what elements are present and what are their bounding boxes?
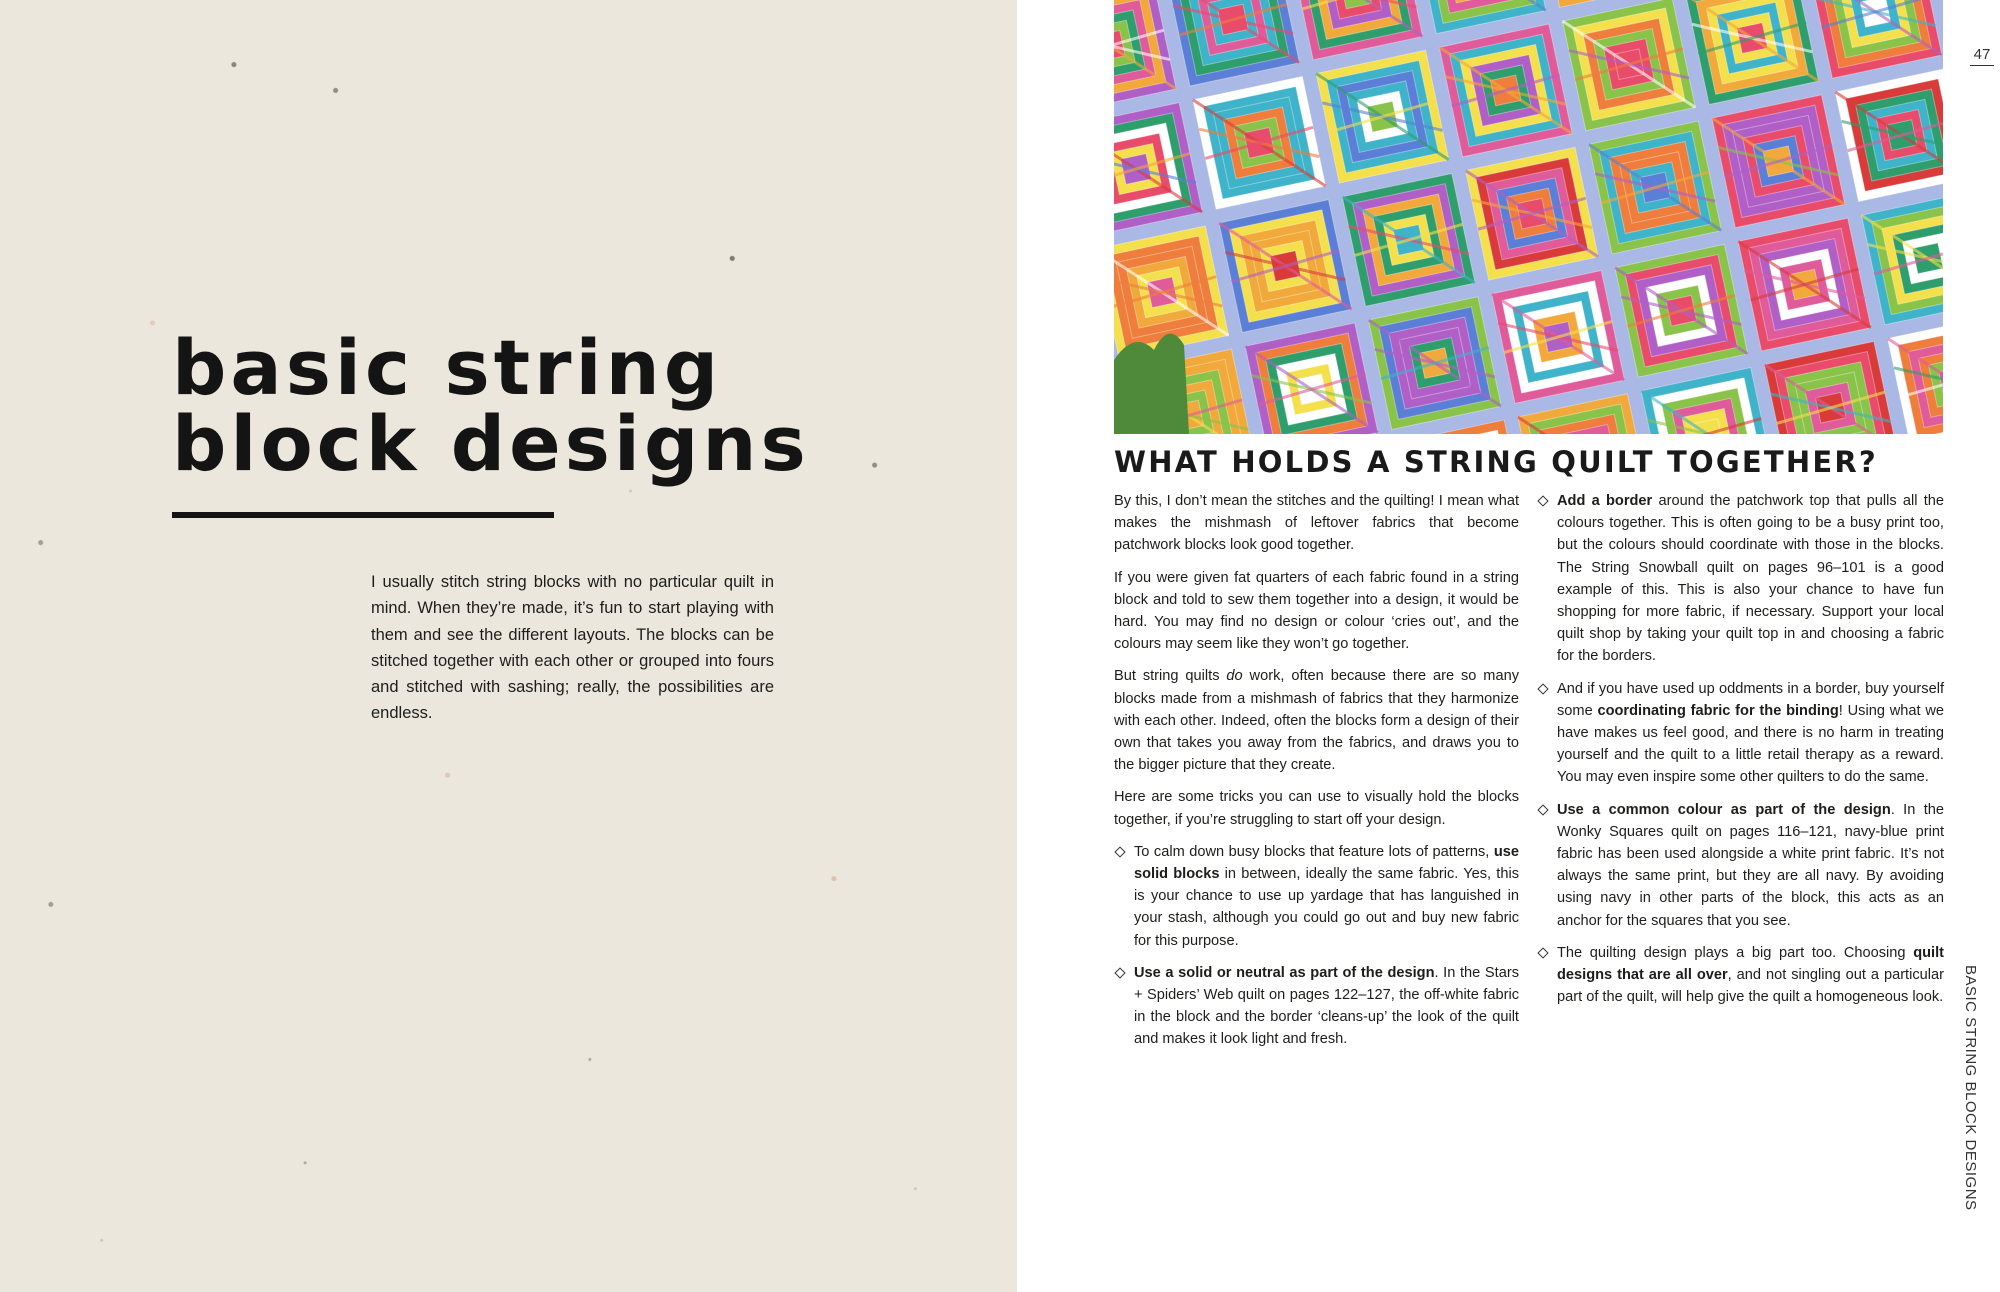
quilt-block <box>1615 244 1748 377</box>
tip-bullet <box>1537 799 1944 932</box>
tip-text: To calm down busy blocks that feature lots of patterns, <box>1134 843 1494 860</box>
tip-text: in between, ideally the same fabric. Yes, this is your chance to use up yardage that has languished in your stash, although you could go out and buy new fabric for this purpose. <box>1134 866 1520 949</box>
quilt-block <box>1589 121 1722 254</box>
tip-text: . In the Stars + Spiders’ Web quilt on pages 122–127, the off-white fabric in the block and the border ‘cleans-up’ the look of the quilt and makes it look light and fresh. <box>1134 964 1519 1048</box>
title-underline <box>172 512 554 518</box>
text-column-1 <box>1114 490 1519 1061</box>
quilt-block <box>1342 173 1475 306</box>
tip-text: ! Using what we have makes us feel good, and there is no harm in treating yourself and the quilt to a little retail therapy as a reward. You may even inspire some other quilters to do the same. <box>1557 702 1944 786</box>
quilt-block <box>1193 76 1326 209</box>
paragraph-4: Here are some tricks you can use to visually hold the blocks together, if you’re struggling to start off your design. <box>1114 789 1519 828</box>
paragraph-3-text-end: work, often because there are so many blocks made from a mishmash of fabrics that they harmonize with each other. Indeed, often the blocks form a design of their own that takes you away from the fabrics, and draws you to the bigger picture that they create. <box>1114 668 1519 774</box>
quilt-block <box>1368 297 1501 430</box>
tip-text: And if you have used up oddments in a border, buy yourself some <box>1557 680 1944 719</box>
quilt-block <box>1465 147 1598 280</box>
quilt-image <box>1114 0 1943 434</box>
tip-bullet <box>1537 490 1944 668</box>
grass-corner <box>1114 334 1189 434</box>
quilt-block <box>1563 0 1696 131</box>
tip-highlight: Add a border <box>1557 493 1653 509</box>
tip-highlight: Use a common colour as part of the design <box>1557 801 1891 818</box>
tip-text: around the patchwork top that pulls all the colours together. This is often going to be a busy print too, but the colours should coordinate with those in the blocks. The String Snowball quilt on pages 96–101 is a good example of this. This is also your chance to have fun shopping for more fabric, if necessary. Support your local quilt shop by taking your quilt top in and choosing a fabric for the borders. <box>1557 493 1945 665</box>
tip-highlight: Use a solid or neutral as part of the design <box>1134 964 1435 981</box>
tip-text: , and not singling out a particular part of the quilt, will help give the quilt a homogeneous look. <box>1557 967 1944 1006</box>
tip-bullet <box>1114 962 1519 1051</box>
paragraph-3-emphasis: do <box>1226 668 1243 685</box>
tip-highlight: quilt designs that are all over <box>1557 944 1944 984</box>
tip-bullet <box>1537 942 1944 1009</box>
diamond-bullet-icon <box>1114 846 1125 857</box>
section-heading: WHAT HOLDS A STRING QUILT TOGETHER? <box>1114 445 1878 479</box>
chapter-title-line-1: basic string <box>172 323 723 412</box>
diamond-bullet-icon <box>1537 495 1548 506</box>
chapter-title <box>172 323 972 488</box>
quilt-photo <box>1114 0 1943 434</box>
diamond-bullet-icon <box>1114 967 1125 978</box>
quilt-block <box>1316 50 1449 183</box>
diamond-bullet-icon <box>1537 683 1548 694</box>
paragraph-3 <box>1114 665 1519 776</box>
paragraph-2: If you were given fat quarters of each fabric found in a string block and told to sew them together into a design, it would be hard. You may find no design or colour ‘cries out’, and the colours may seem like they won’t go together. <box>1114 569 1519 653</box>
diamond-bullet-icon <box>1537 804 1548 815</box>
page-number: 47 <box>1970 46 1994 66</box>
tip-text: The quilting design plays a big part too. Choosing <box>1557 944 1914 961</box>
tip-highlight: coordinating fabric for the binding <box>1597 702 1839 719</box>
tip-bullet <box>1114 841 1519 952</box>
paragraph-1: By this, I don’t mean the stitches and the quilting! I mean what makes the mishmash of leftover fabrics that become patchwork blocks look good together. <box>1114 493 1519 554</box>
paragraph-3-text: But string quilts <box>1114 668 1227 685</box>
intro-paragraph: I usually stitch string blocks with no particular quilt in mind. When they’re made, it’s fun to start playing with them and see the different layouts. The blocks can be stitched together with each other or grouped into fours and stitched with sashing; really, the possibilities are endless. <box>371 573 774 723</box>
quilt-block <box>1738 218 1871 351</box>
diamond-bullet-icon <box>1537 947 1548 958</box>
chapter-title-line-2: block designs <box>172 399 810 488</box>
quilt-block <box>1492 271 1625 404</box>
quilt-block <box>1712 95 1845 228</box>
running-head: BASIC STRING BLOCK DESIGNS <box>1962 965 1979 1211</box>
quilt-block <box>1439 24 1572 157</box>
quilt-block <box>1219 200 1352 333</box>
tip-highlight: use solid blocks <box>1134 843 1519 883</box>
tip-text: . In the Wonky Squares quilt on pages 116–121, navy-blue print fabric has been used alongside a white print fabric. It’s not always the same print, but they are all navy. By avoiding using navy in other parts of the block, this acts as an anchor for the squares that you see. <box>1557 801 1945 929</box>
text-column-2 <box>1537 490 1944 1018</box>
tip-bullet <box>1537 678 1944 789</box>
